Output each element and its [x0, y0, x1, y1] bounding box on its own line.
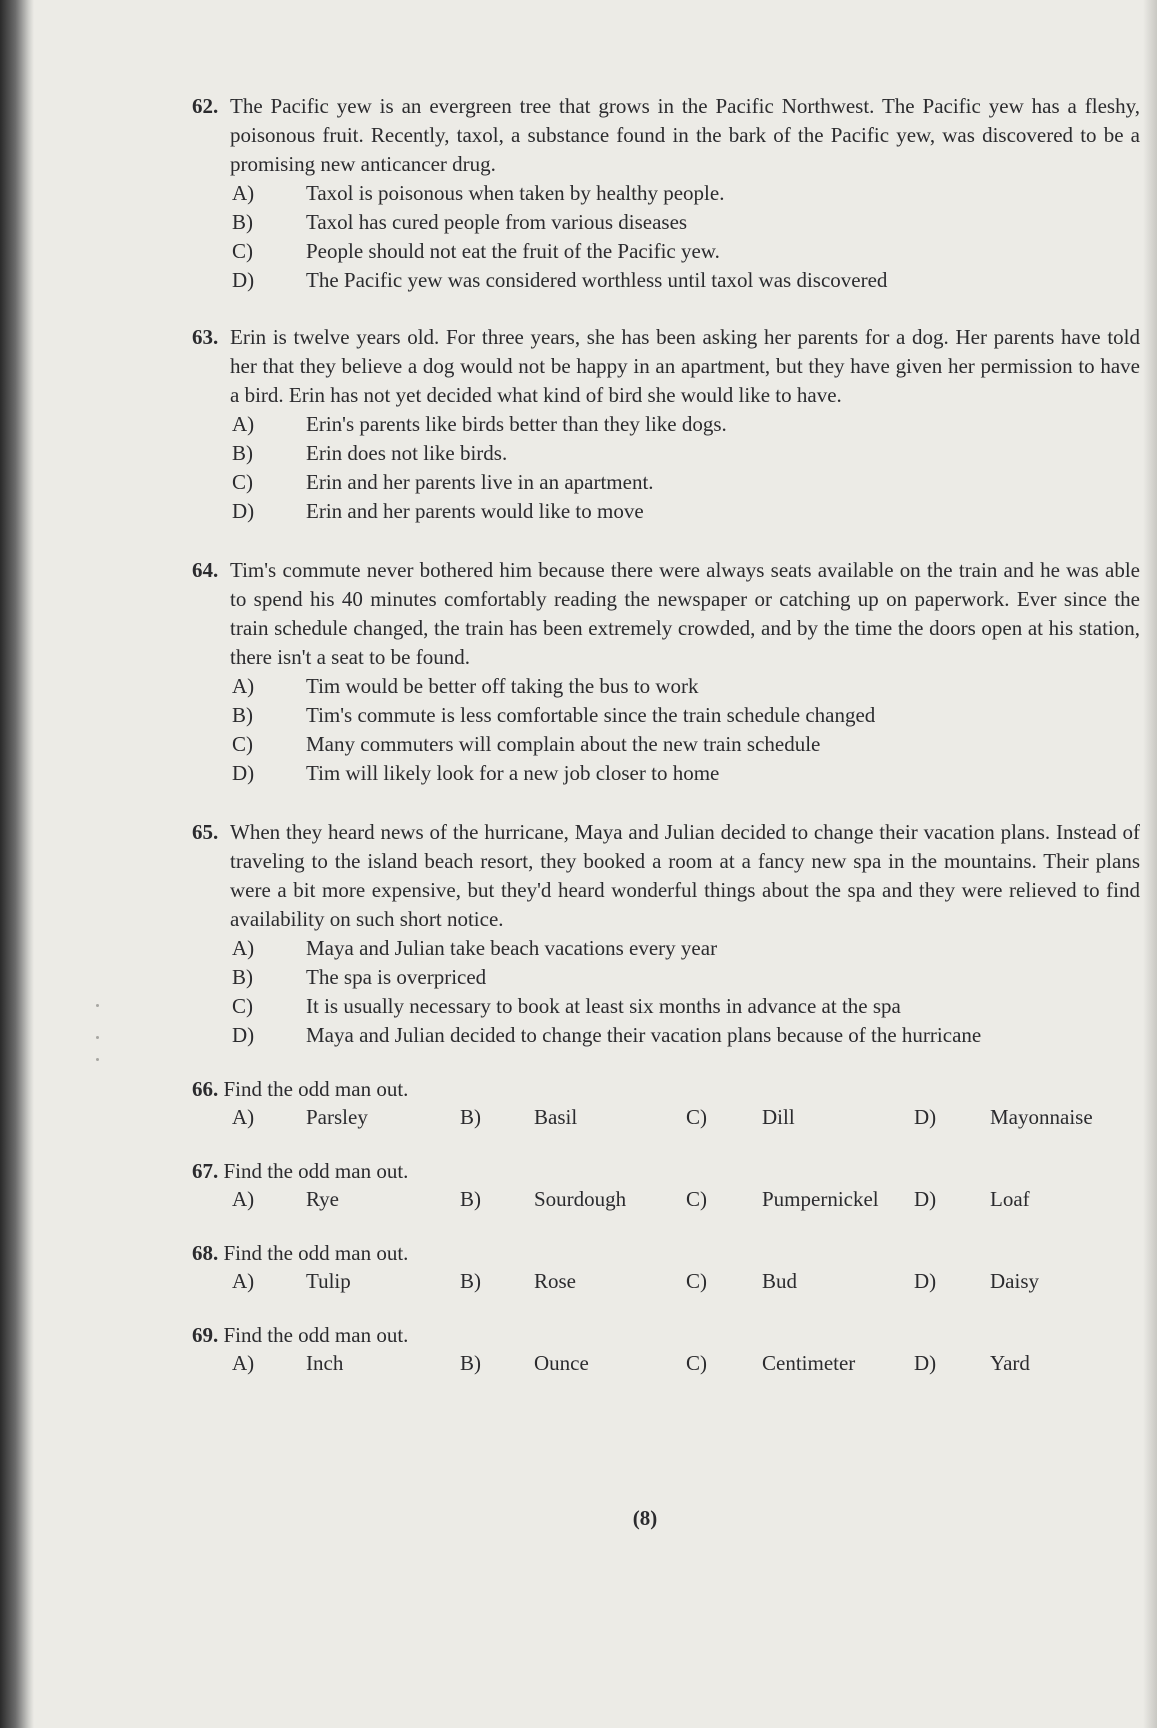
margin-speck [96, 1036, 99, 1039]
option-letter: C) [232, 470, 253, 494]
scan-right-edge [1143, 0, 1157, 1728]
option-d [232, 1021, 1140, 1050]
option-text: Yard [990, 1351, 1030, 1375]
option-letter: A) [232, 412, 255, 436]
option-text: Parsley [306, 1105, 368, 1129]
option-text: Ounce [534, 1351, 589, 1375]
option-d [232, 759, 1140, 788]
option-letter: D) [232, 1023, 255, 1047]
option-letter: D) [914, 1269, 937, 1293]
question-text: Find the odd man out. [223, 1241, 409, 1265]
option-letter: B) [232, 965, 253, 989]
option-text: Erin's parents like birds better than they like dogs. [306, 412, 727, 436]
question-text: Find the odd man out. [223, 1159, 409, 1183]
option-text: Loaf [990, 1187, 1030, 1211]
options-list [232, 179, 1140, 295]
question-67 [192, 1158, 1140, 1214]
option-letter: D) [914, 1105, 937, 1129]
option-letter: A) [232, 1351, 255, 1375]
option-b [232, 701, 1140, 730]
option-d [232, 497, 1140, 526]
option-c [232, 468, 1140, 497]
options-row [232, 1349, 1140, 1378]
option-text: Maya and Julian decided to change their vacation plans because of the hurricane [306, 1023, 982, 1047]
option-letter: C) [686, 1269, 707, 1293]
option-d [232, 266, 1140, 295]
option-a [232, 179, 1140, 208]
option-a [232, 410, 1140, 439]
option-letter: B) [232, 210, 253, 234]
option-text: Dill [762, 1105, 795, 1129]
option-letter: B) [460, 1187, 481, 1211]
question-64 [192, 556, 1140, 788]
question-68 [192, 1240, 1140, 1296]
option-text: Tim's commute is less comfortable since the train schedule changed [306, 703, 876, 727]
option-letter: C) [686, 1351, 707, 1375]
question-number: 64. [192, 558, 219, 582]
option-letter: A) [232, 1269, 255, 1293]
option-text: Erin does not like birds. [306, 441, 508, 465]
option-b [232, 208, 1140, 237]
option-a [232, 672, 1140, 701]
option-a [232, 934, 1140, 963]
option-text: Maya and Julian take beach vacations every year [306, 936, 718, 960]
option-letter: C) [232, 239, 253, 263]
option-text: Rose [534, 1269, 576, 1293]
option-letter: D) [914, 1187, 937, 1211]
question-number: 63. [192, 325, 219, 349]
question-number: 65. [192, 820, 219, 844]
scan-binding-shadow [0, 0, 34, 1728]
option-text: Mayonnaise [990, 1105, 1093, 1129]
question-number: 62. [192, 94, 219, 118]
option-text: People should not eat the fruit of the Pacific yew. [306, 239, 720, 263]
option-text: It is usually necessary to book at least six months in advance at the spa [306, 994, 901, 1018]
page-content [192, 92, 1140, 1404]
option-letter: A) [232, 1187, 255, 1211]
question-62 [192, 92, 1140, 295]
option-text: Erin and her parents live in an apartment. [306, 470, 654, 494]
option-letter: A) [232, 181, 255, 205]
option-text: Many commuters will complain about the new train schedule [306, 732, 821, 756]
option-text: Daisy [990, 1269, 1039, 1293]
option-letter: B) [460, 1351, 481, 1375]
option-letter: C) [232, 994, 253, 1018]
option-letter: B) [232, 703, 253, 727]
option-text: The Pacific yew was considered worthless until taxol was discovered [306, 268, 888, 292]
question-number: 69. [192, 1323, 219, 1347]
option-text: Rye [306, 1187, 339, 1211]
options-list [232, 672, 1140, 788]
question-number: 68. [192, 1241, 219, 1265]
question-text: Find the odd man out. [223, 1077, 409, 1101]
question-66 [192, 1076, 1140, 1132]
question-number: 66. [192, 1077, 219, 1101]
option-c [232, 730, 1140, 759]
option-letter: D) [232, 268, 255, 292]
option-letter: B) [460, 1269, 481, 1293]
option-text: Pumpernickel [762, 1187, 879, 1211]
option-text: Inch [306, 1351, 344, 1375]
option-letter: B) [232, 441, 253, 465]
option-c [232, 237, 1140, 266]
question-65 [192, 818, 1140, 1050]
option-text: Bud [762, 1269, 798, 1293]
option-letter: A) [232, 1105, 255, 1129]
question-text: When they heard news of the hurricane, Maya and Julian decided to change their vacation plans. Instead of traveling to the island beach resort, they booked a room at a fancy new spa in the mountains. Their plans were a bit more expensive, but they'd heard wonderful things about the spa and they were relieved to find availability on such short notice. [230, 820, 1140, 931]
margin-speck [96, 1058, 99, 1061]
option-letter: C) [232, 732, 253, 756]
question-63 [192, 323, 1140, 526]
option-text: Centimeter [762, 1351, 856, 1375]
question-text: Tim's commute never bothered him because there were always seats available on the train and he was able to spend his 40 minutes comfortably reading the newspaper or catching up on paperwork. Ever since the train schedule changed, the train has been extremely crowded, and by the time the doors open at his station, there isn't a seat to be found. [230, 558, 1140, 669]
option-letter: A) [232, 936, 255, 960]
options-row [232, 1185, 1140, 1214]
options-row [232, 1267, 1140, 1296]
option-text: The spa is overpriced [306, 965, 487, 989]
option-text: Tulip [306, 1269, 351, 1293]
margin-speck [96, 1004, 99, 1007]
option-letter: D) [232, 761, 255, 785]
options-row [232, 1103, 1140, 1132]
option-letter: C) [686, 1187, 707, 1211]
page-number: (8) [632, 1506, 658, 1530]
option-letter: A) [232, 674, 255, 698]
option-text: Sourdough [534, 1187, 627, 1211]
option-letter: C) [686, 1105, 707, 1129]
option-text: Taxol has cured people from various diseases [306, 210, 688, 234]
option-text: Tim would be better off taking the bus to work [306, 674, 699, 698]
option-text: Erin and her parents would like to move [306, 499, 644, 523]
question-number: 67. [192, 1159, 219, 1183]
option-text: Basil [534, 1105, 578, 1129]
option-c [232, 992, 1140, 1021]
question-text: Find the odd man out. [223, 1323, 409, 1347]
options-list [232, 934, 1140, 1050]
question-text: The Pacific yew is an evergreen tree that grows in the Pacific Northwest. The Pacific yew has a fleshy, poisonous fruit. Recently, taxol, a substance found in the bark of the Pacific yew, was discovered to be a promising new anticancer drug. [230, 94, 1140, 176]
option-letter: B) [460, 1105, 481, 1129]
question-69 [192, 1322, 1140, 1378]
option-letter: D) [232, 499, 255, 523]
option-text: Taxol is poisonous when taken by healthy people. [306, 181, 725, 205]
question-text: Erin is twelve years old. For three years, she has been asking her parents for a dog. Her parents have told her that they believe a dog would not be happy in an apartment, but they have given her permission to have a bird. Erin has not yet decided what kind of bird she would like to have. [230, 325, 1140, 407]
option-b [232, 963, 1140, 992]
option-b [232, 439, 1140, 468]
option-letter: D) [914, 1351, 937, 1375]
option-text: Tim will likely look for a new job closer to home [306, 761, 720, 785]
options-list [232, 410, 1140, 526]
